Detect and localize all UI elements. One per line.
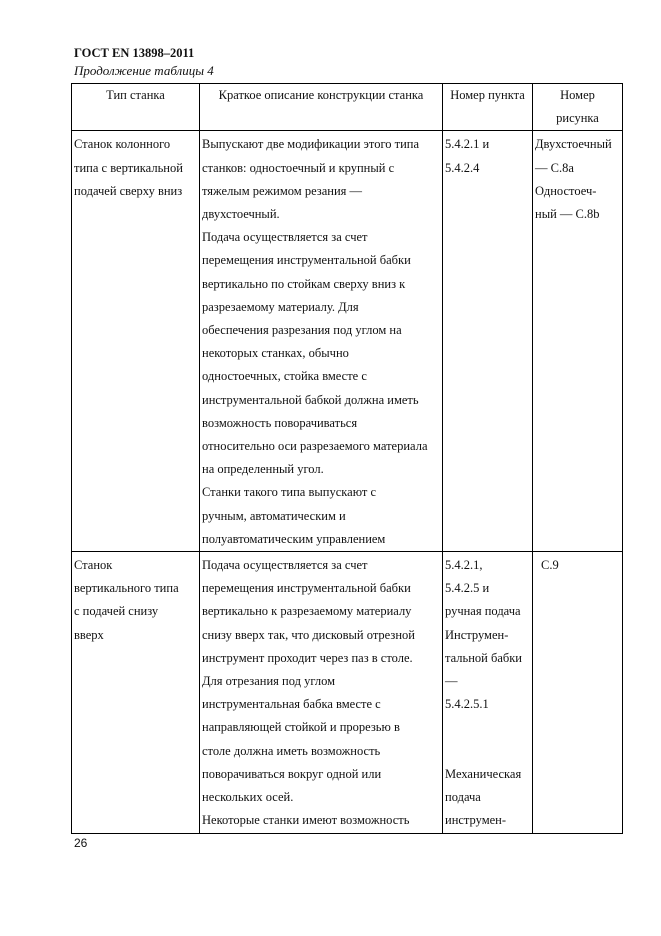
header-figure-number bbox=[533, 84, 623, 131]
cell-line: — bbox=[445, 674, 458, 689]
cell-line: инструмен- bbox=[445, 813, 507, 828]
cell-line: тяжелым режимом резания — bbox=[202, 183, 363, 198]
cell-line: Станок колонного bbox=[74, 137, 171, 152]
cell-line: Подача осуществляется за счет bbox=[202, 230, 368, 245]
header-machine-type: Тип станка bbox=[72, 84, 200, 131]
cell-line: направляющей стойкой и прорезью в bbox=[202, 720, 400, 735]
cell-line: обеспечения разрезания под углом на bbox=[202, 323, 402, 338]
cell-line: Станки такого типа выпускают с bbox=[202, 485, 376, 500]
cell-line: типа с вертикальной bbox=[74, 160, 183, 175]
cell-line: станков: одностоечный и крупный с bbox=[202, 160, 395, 175]
cell-line: полуавтоматическим управлением bbox=[202, 531, 386, 546]
machine-types-table bbox=[71, 83, 623, 834]
cell-line: инструмент проходит через паз в столе. bbox=[202, 650, 413, 665]
cell-line bbox=[445, 716, 530, 739]
cell-line: инструментальная бабка вместе с bbox=[202, 697, 381, 712]
cell-figure-number bbox=[533, 552, 623, 833]
cell-line: подачей сверху вниз bbox=[74, 183, 183, 198]
cell-description bbox=[200, 552, 443, 833]
cell-line: Выпускают две модификации этого типа bbox=[202, 137, 420, 152]
cell-line: 5.4.2.5.1 bbox=[445, 697, 489, 712]
cell-line: ручным, автоматическим и bbox=[202, 508, 346, 523]
cell-line: на определенный угол. bbox=[202, 462, 324, 477]
cell-line: Для отрезания под углом bbox=[202, 674, 335, 689]
table-row bbox=[72, 131, 623, 552]
cell-line: поворачиваться вокруг одной или bbox=[202, 766, 382, 781]
cell-line: Некоторые станки имеют возможность bbox=[202, 813, 410, 828]
cell-line: перемещения инструментальной бабки bbox=[202, 581, 411, 596]
cell-line bbox=[445, 740, 530, 763]
cell-line: вертикально по стойкам сверху вниз к bbox=[202, 276, 406, 291]
table-header-row bbox=[72, 84, 623, 131]
cell-figure-number bbox=[533, 131, 623, 552]
cell-line: Двухстоечный bbox=[535, 137, 612, 152]
cell-line: тальной бабки bbox=[445, 650, 522, 665]
page-number: 26 bbox=[74, 836, 88, 850]
cell-line: вертикально к разрезаемому материалу bbox=[202, 604, 412, 619]
header-figure-line: рисунка bbox=[556, 111, 599, 126]
cell-line: двухстоечный. bbox=[202, 207, 280, 222]
cell-line: ный — С.8b bbox=[535, 207, 600, 222]
cell-clause-number bbox=[443, 131, 533, 552]
cell-line: Механическая bbox=[445, 766, 522, 781]
cell-line: 5.4.2.5 и bbox=[445, 581, 490, 596]
cell-machine-type bbox=[72, 552, 200, 833]
cell-line: Станок bbox=[74, 558, 113, 573]
header-figure-line: Номер bbox=[560, 88, 595, 102]
cell-line: с подачей снизу bbox=[74, 604, 159, 619]
cell-line: вверх bbox=[74, 627, 104, 642]
cell-line: перемещения инструментальной бабки bbox=[202, 253, 411, 268]
cell-line: вертикального типа bbox=[74, 581, 179, 596]
cell-line: Инструмен- bbox=[445, 627, 509, 642]
cell-line: инструментальной бабкой должна иметь bbox=[202, 392, 419, 407]
cell-line: снизу вверх так, что дисковый отрезной bbox=[202, 627, 415, 642]
cell-line: нескольких осей. bbox=[202, 790, 294, 805]
cell-line: С.9 bbox=[541, 558, 559, 573]
cell-line: относительно оси разрезаемого материала bbox=[202, 439, 428, 454]
table-row bbox=[72, 552, 623, 833]
cell-clause-number bbox=[443, 552, 533, 833]
table-continuation-caption: Продолжение таблицы 4 bbox=[74, 63, 214, 78]
cell-line: ручная подача bbox=[445, 604, 521, 619]
cell-line: Одностоеч- bbox=[535, 183, 597, 198]
cell-line: разрезаемому материалу. Для bbox=[202, 299, 359, 314]
cell-line: одностоечных, стойка вместе с bbox=[202, 369, 367, 384]
cell-machine-type bbox=[72, 131, 200, 552]
header-description: Краткое описание конструкции станка bbox=[200, 84, 443, 131]
cell-line: 5.4.2.4 bbox=[445, 160, 480, 175]
cell-line: некоторых станках, обычно bbox=[202, 346, 349, 361]
cell-line: 5.4.2.1, bbox=[445, 558, 483, 573]
cell-line: возможность поворачиваться bbox=[202, 415, 358, 430]
cell-line: Подача осуществляется за счет bbox=[202, 558, 368, 573]
header-clause-number: Номер пункта bbox=[443, 84, 533, 131]
cell-line: подача bbox=[445, 790, 481, 805]
cell-line: — С.8a bbox=[535, 160, 574, 175]
cell-description bbox=[200, 131, 443, 552]
standard-designation: ГОСТ EN 13898–2011 bbox=[74, 46, 195, 60]
cell-line: столе должна иметь возможность bbox=[202, 743, 381, 758]
cell-line: 5.4.2.1 и bbox=[445, 137, 490, 152]
